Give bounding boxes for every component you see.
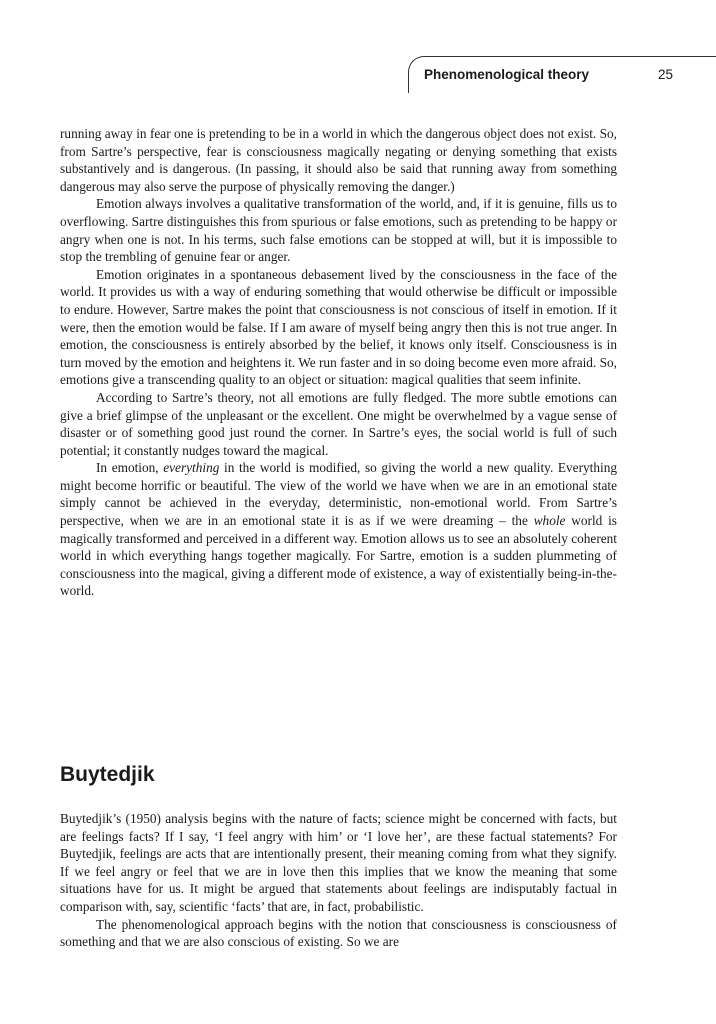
running-head	[408, 56, 716, 93]
text-run: Emotion originates in a spontaneous debasement lived by the consciousness in the face of the world. It provides us with a way of enduring something that would otherwise be difficult or impossible to endure. However, Sartre makes the point that consciousness is not conscious of itself in emotion. If it were, then the emotion would be false. If I am aware of myself being angry then this is not true anger. In emotion, the consciousness is entirely absorbed by the belief, it knows only itself. Consciousness is in turn moved by the emotion and heightens it. We run faster and in so doing become even more afraid. So, emotions give a transcending quality to an object or situation: magical qualities that seem infinite.	[60, 266, 617, 388]
paragraph	[60, 916, 617, 951]
paragraph	[60, 389, 617, 459]
paragraph	[60, 266, 617, 389]
text-run: world is magically transformed and perceived in a different way. Emotion allows us to see an absolutely coherent world in which everything hangs together magically. For Sartre, emotion is a sudden plummeting of consciousness into the magical, giving a different mode of existence, a way of existentially being-in-the-world.	[60, 513, 617, 599]
section-heading: Buytedjik	[60, 763, 155, 786]
paragraph	[60, 459, 617, 600]
text-run: Emotion always involves a qualitative transformation of the world, and, if it is genuine, fills us to overflowing. Sartre distinguishes this from spurious or false emotions, such as pretending to be happy or angry when one is not. In his terms, such false emotions can be stopped at will, but it is impossible to stop the trembling of genuine fear or anger.	[60, 196, 617, 265]
running-head-title: Phenomenological theory	[424, 67, 590, 82]
text-run: The phenomenological approach begins with the notion that consciousness is consciousness of something and that we are also conscious of existing. So we are	[60, 916, 617, 950]
paragraph	[60, 125, 617, 195]
italic-run: whole	[533, 513, 566, 529]
page-number: 25	[658, 67, 674, 82]
paragraph	[60, 810, 617, 916]
italic-run: everything	[163, 460, 220, 476]
paragraph	[60, 195, 617, 265]
text-run: in the world is modified, so giving the world a new quality. Everything might become horrific or beautiful. The view of the world we have when we are in an emotional state simply cannot be achieved in the everyday, deterministic, non-emotional world. From Sartre’s perspective, when we are in an emotional state it is as if we were dreaming – the	[60, 460, 617, 529]
body-text-before-heading	[60, 125, 617, 600]
text-run: According to Sartre’s theory, not all emotions are fully fledged. The more subtle emotions can give a brief glimpse of the unpleasant or the excellent. One might be overwhelmed by a vague sense of disaster or of something good just round the corner. In Sartre’s eyes, the social world is full of such potential; it constantly nudges toward the magical.	[60, 389, 617, 458]
text-run: Buytedjik’s (1950) analysis begins with the nature of facts; science might be concerned with facts, but are feelings facts? If I say, ‘I feel angry with him’ or ‘I love her’, are these factual statements? For Buytedjik, feelings are acts that are intentionally present, their meaning coming from what they signify. If we feel angry or feel that we are in love then this implies that we know the meaning that some situations have for us. It might be argued that statements about feelings are indisputably factual in comparison with, say, scientific ‘facts’ that are, in fact, probabilistic.	[60, 811, 617, 914]
text-run: In emotion,	[96, 460, 164, 476]
text-run: running away in fear one is pretending to be in a world in which the dangerous object does not exist. So, from Sartre’s perspective, fear is consciousness magically negating or denying something that exists substantively and is dangerous. (In passing, it should also be said that running away from something dangerous may also serve the purpose of physically removing the danger.)	[60, 126, 617, 194]
body-text-after-heading	[60, 810, 617, 951]
